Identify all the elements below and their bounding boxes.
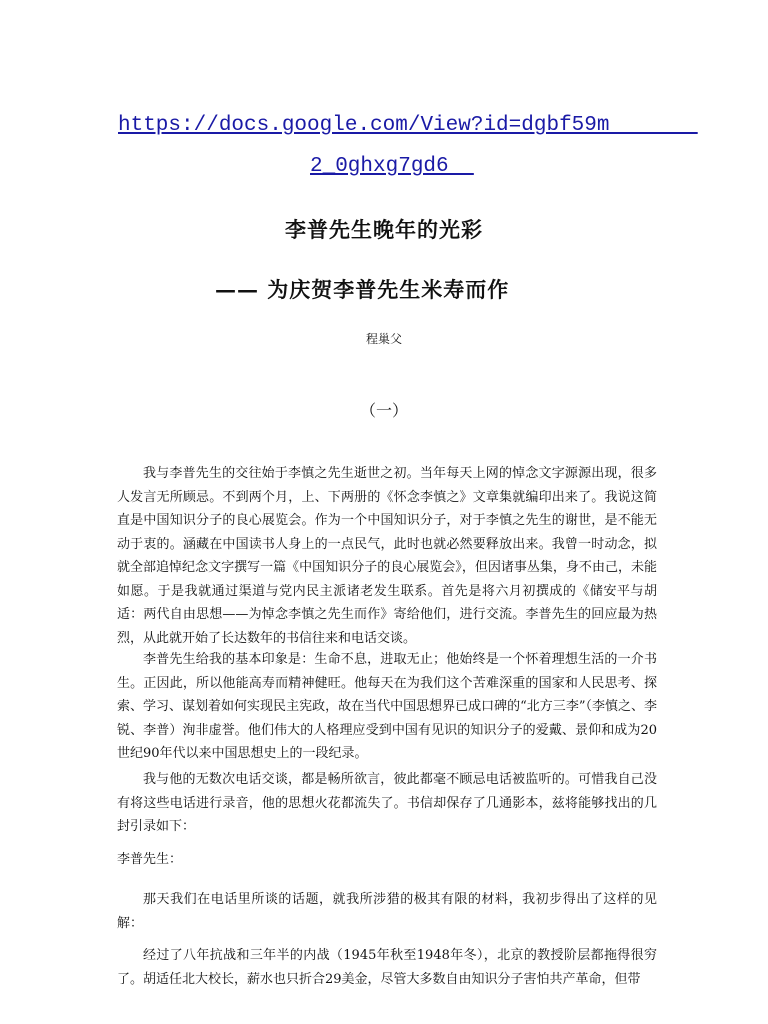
author-name: 程巢父 (365, 332, 402, 346)
section-heading: （一） (359, 401, 408, 420)
body-paragraph: 那天我们在电话里所谈的话题，就我所涉猎的极其有限的材料，我初步得出了这样的见解： (117, 892, 657, 931)
document-subtitle: —— 为庆贺李普先生米寿而作 (215, 277, 510, 302)
body-paragraph: 我与他的无数次电话交谈，都是畅所欲言，彼此都毫不顾忌电话被监听的。可惜我自己没有将这些电话进行录音，他的思想火花都流失了。书信却保存了几通影本，兹将能够找出的几封引录如下： (117, 772, 657, 834)
letter-salutation: 李普先生： (117, 852, 183, 867)
document-link-line-1[interactable]: https://docs.google.com/View?id=dgbf59m (118, 114, 698, 137)
document-title: 李普先生晚年的光彩 (285, 217, 483, 242)
body-paragraph: 李普先生给我的基本印象是：生命不息，进取无止；他始终是一个怀着理想生活的一介书生。正因此，所以他能高寿而精神健旺。他每天在为我们这个苦难深重的国家和人民思考、探索、学习、谋划着如何实现民主宪政，故在当代中国思想界已成口碑的“北方三李”（李慎之、李锐、李普）洵非虚誉。他们伟大的人格理应受到中国有见识的知识分子的爱戴、景仰和成为20世纪90年代以来中国思想史上的一段纪录。 (117, 652, 657, 761)
body-paragraph: 我与李普先生的交往始于李慎之先生逝世之初。当年每天上网的悼念文字源源出现，很多人发言无所顾忌。不到两个月，上、下两册的《怀念李慎之》文章集就编印出来了。我说这简直是中国知识分子的良心展览会。作为一个中国知识分子，对于李慎之先生的谢世，是不能无动于衷的。涵藏在中国读书人身上的一点民气，此时也就必然要释放出来。我曾一时动念，拟就全部追悼纪念文字撰写一篇《中国知识分子的良心展览会》，但因诸事丛集，身不由己，未能如愿。于是我就通过渠道与党内民主派诸老发生联系。首先是将六月初撰成的《储安平与胡适：两代自由思想——为悼念李慎之先生而作》寄给他们，进行交流。李普先生的回应最为热烈，从此就开始了长达数年的书信往来和电话交谈。 (117, 466, 657, 646)
body-paragraph: 经过了八年抗战和三年半的内战（1945年秋至1948年冬），北京的教授阶层都拖得很穷了。胡适任北大校长，薪水也只折合29美金，尽管大多数自由知识分子害怕共产革命，但带 (117, 948, 657, 987)
document-link-line-2[interactable]: 2_0ghxg7gd6 (310, 155, 474, 178)
